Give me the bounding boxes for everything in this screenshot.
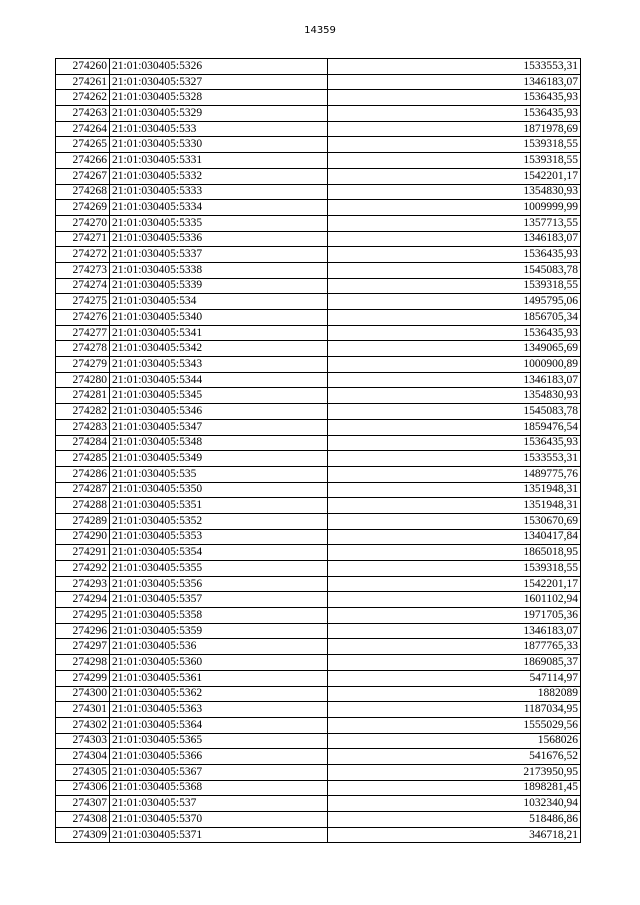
cadastral-number-cell: 21:01:030405:5358 — [110, 608, 328, 624]
value-cell: 1530670,69 — [328, 513, 581, 529]
table-row — [56, 764, 581, 780]
row-number-cell: 274276 — [56, 310, 110, 326]
cadastral-number-cell: 21:01:030405:5350 — [110, 482, 328, 498]
cadastral-number-cell: 21:01:030405:5342 — [110, 341, 328, 357]
table-row — [56, 153, 581, 169]
value-cell: 1351948,31 — [328, 498, 581, 514]
cadastral-number-cell: 21:01:030405:5361 — [110, 670, 328, 686]
table-row — [56, 262, 581, 278]
row-number-cell: 274303 — [56, 733, 110, 749]
value-cell: 1539318,55 — [328, 153, 581, 169]
page-number: 14359 — [304, 25, 336, 36]
row-number-cell: 274282 — [56, 404, 110, 420]
table-row — [56, 827, 581, 843]
cadastral-number-cell: 21:01:030405:5368 — [110, 780, 328, 796]
value-cell: 1346183,07 — [328, 372, 581, 388]
value-cell: 1340417,84 — [328, 529, 581, 545]
row-number-cell: 274308 — [56, 812, 110, 828]
table-row — [56, 74, 581, 90]
value-cell: 1856705,34 — [328, 310, 581, 326]
row-number-cell: 274270 — [56, 215, 110, 231]
row-number-cell: 274273 — [56, 262, 110, 278]
table-row — [56, 466, 581, 482]
value-cell: 1357713,55 — [328, 215, 581, 231]
cadastral-number-cell: 21:01:030405:536 — [110, 639, 328, 655]
value-cell: 1568026 — [328, 733, 581, 749]
cadastral-number-cell: 21:01:030405:5364 — [110, 717, 328, 733]
cadastral-number-cell: 21:01:030405:5328 — [110, 90, 328, 106]
table-row — [56, 812, 581, 828]
value-cell: 518486,86 — [328, 812, 581, 828]
row-number-cell: 274284 — [56, 435, 110, 451]
row-number-cell: 274302 — [56, 717, 110, 733]
row-number-cell: 274297 — [56, 639, 110, 655]
cadastral-number-cell: 21:01:030405:5367 — [110, 764, 328, 780]
table-row — [56, 325, 581, 341]
cadastral-number-cell: 21:01:030405:5341 — [110, 325, 328, 341]
table-row — [56, 278, 581, 294]
row-number-cell: 274298 — [56, 655, 110, 671]
cadastral-number-cell: 21:01:030405:5351 — [110, 498, 328, 514]
table-row — [56, 608, 581, 624]
value-cell: 1601102,94 — [328, 592, 581, 608]
cadastral-number-cell: 21:01:030405:533 — [110, 121, 328, 137]
registry-table — [55, 58, 581, 843]
cadastral-number-cell: 21:01:030405:5353 — [110, 529, 328, 545]
table-row — [56, 686, 581, 702]
row-number-cell: 274279 — [56, 357, 110, 373]
cadastral-number-cell: 21:01:030405:5343 — [110, 357, 328, 373]
value-cell: 1882089 — [328, 686, 581, 702]
table-row — [56, 545, 581, 561]
cadastral-number-cell: 21:01:030405:5339 — [110, 278, 328, 294]
cadastral-number-cell: 21:01:030405:5349 — [110, 451, 328, 467]
table-row — [56, 796, 581, 812]
cadastral-number-cell: 21:01:030405:537 — [110, 796, 328, 812]
table-row — [56, 215, 581, 231]
table-row — [56, 529, 581, 545]
row-number-cell: 274274 — [56, 278, 110, 294]
row-number-cell: 274275 — [56, 294, 110, 310]
cadastral-number-cell: 21:01:030405:5370 — [110, 812, 328, 828]
row-number-cell: 274285 — [56, 451, 110, 467]
value-cell: 1898281,45 — [328, 780, 581, 796]
row-number-cell: 274269 — [56, 200, 110, 216]
value-cell: 1859476,54 — [328, 419, 581, 435]
cadastral-number-cell: 21:01:030405:5347 — [110, 419, 328, 435]
table-row — [56, 592, 581, 608]
table-row — [56, 780, 581, 796]
table-row — [56, 357, 581, 373]
row-number-cell: 274265 — [56, 137, 110, 153]
value-cell: 1489775,76 — [328, 466, 581, 482]
table-row — [56, 498, 581, 514]
row-number-cell: 274278 — [56, 341, 110, 357]
table-row — [56, 749, 581, 765]
row-number-cell: 274283 — [56, 419, 110, 435]
value-cell: 541676,52 — [328, 749, 581, 765]
cadastral-number-cell: 21:01:030405:5338 — [110, 262, 328, 278]
cadastral-number-cell: 21:01:030405:5327 — [110, 74, 328, 90]
cadastral-number-cell: 21:01:030405:5354 — [110, 545, 328, 561]
row-number-cell: 274296 — [56, 623, 110, 639]
cadastral-number-cell: 21:01:030405:5362 — [110, 686, 328, 702]
row-number-cell: 274289 — [56, 513, 110, 529]
table-row — [56, 247, 581, 263]
table-row — [56, 435, 581, 451]
value-cell: 1877765,33 — [328, 639, 581, 655]
cadastral-number-cell: 21:01:030405:5365 — [110, 733, 328, 749]
row-number-cell: 274286 — [56, 466, 110, 482]
table-row — [56, 310, 581, 326]
value-cell: 1032340,94 — [328, 796, 581, 812]
row-number-cell: 274277 — [56, 325, 110, 341]
value-cell: 1009999,99 — [328, 200, 581, 216]
table-row — [56, 294, 581, 310]
value-cell: 1187034,95 — [328, 702, 581, 718]
cadastral-number-cell: 21:01:030405:534 — [110, 294, 328, 310]
value-cell: 1539318,55 — [328, 561, 581, 577]
value-cell: 1346183,07 — [328, 231, 581, 247]
cadastral-number-cell: 21:01:030405:5336 — [110, 231, 328, 247]
table-row — [56, 184, 581, 200]
value-cell: 1000900,89 — [328, 357, 581, 373]
cadastral-number-cell: 21:01:030405:5331 — [110, 153, 328, 169]
table-row — [56, 121, 581, 137]
value-cell: 1542201,17 — [328, 168, 581, 184]
table-row — [56, 639, 581, 655]
row-number-cell: 274267 — [56, 168, 110, 184]
row-number-cell: 274281 — [56, 388, 110, 404]
value-cell: 1865018,95 — [328, 545, 581, 561]
table-row — [56, 561, 581, 577]
table-row — [56, 733, 581, 749]
table-row — [56, 419, 581, 435]
row-number-cell: 274294 — [56, 592, 110, 608]
value-cell: 1536435,93 — [328, 90, 581, 106]
value-cell: 1539318,55 — [328, 278, 581, 294]
row-number-cell: 274272 — [56, 247, 110, 263]
cadastral-number-cell: 21:01:030405:5348 — [110, 435, 328, 451]
row-number-cell: 274307 — [56, 796, 110, 812]
cadastral-number-cell: 21:01:030405:5357 — [110, 592, 328, 608]
registry-table-body — [56, 59, 581, 843]
row-number-cell: 274260 — [56, 59, 110, 75]
row-number-cell: 274261 — [56, 74, 110, 90]
row-number-cell: 274293 — [56, 576, 110, 592]
table-row — [56, 200, 581, 216]
table-row — [56, 670, 581, 686]
cadastral-number-cell: 21:01:030405:5371 — [110, 827, 328, 843]
table-row — [56, 59, 581, 75]
value-cell: 346718,21 — [328, 827, 581, 843]
row-number-cell: 274271 — [56, 231, 110, 247]
row-number-cell: 274287 — [56, 482, 110, 498]
cadastral-number-cell: 21:01:030405:5344 — [110, 372, 328, 388]
cadastral-number-cell: 21:01:030405:5352 — [110, 513, 328, 529]
table-row — [56, 655, 581, 671]
value-cell: 1555029,56 — [328, 717, 581, 733]
table-row — [56, 231, 581, 247]
row-number-cell: 274300 — [56, 686, 110, 702]
cadastral-number-cell: 21:01:030405:5326 — [110, 59, 328, 75]
cadastral-number-cell: 21:01:030405:5334 — [110, 200, 328, 216]
row-number-cell: 274262 — [56, 90, 110, 106]
cadastral-number-cell: 21:01:030405:5356 — [110, 576, 328, 592]
value-cell: 1495795,06 — [328, 294, 581, 310]
value-cell: 1536435,93 — [328, 325, 581, 341]
table-row — [56, 137, 581, 153]
value-cell: 1536435,93 — [328, 106, 581, 122]
value-cell: 547114,97 — [328, 670, 581, 686]
row-number-cell: 274288 — [56, 498, 110, 514]
row-number-cell: 274266 — [56, 153, 110, 169]
table-row — [56, 388, 581, 404]
row-number-cell: 274301 — [56, 702, 110, 718]
table-row — [56, 451, 581, 467]
table-row — [56, 106, 581, 122]
value-cell: 1354830,93 — [328, 184, 581, 200]
value-cell: 1545083,78 — [328, 262, 581, 278]
table-row — [56, 168, 581, 184]
row-number-cell: 274280 — [56, 372, 110, 388]
row-number-cell: 274291 — [56, 545, 110, 561]
row-number-cell: 274295 — [56, 608, 110, 624]
row-number-cell: 274304 — [56, 749, 110, 765]
table-row — [56, 482, 581, 498]
row-number-cell: 274264 — [56, 121, 110, 137]
value-cell: 1545083,78 — [328, 404, 581, 420]
value-cell: 1349065,69 — [328, 341, 581, 357]
table-row — [56, 372, 581, 388]
cadastral-number-cell: 21:01:030405:535 — [110, 466, 328, 482]
value-cell: 1533553,31 — [328, 59, 581, 75]
row-number-cell: 274309 — [56, 827, 110, 843]
row-number-cell: 274263 — [56, 106, 110, 122]
table-row — [56, 341, 581, 357]
value-cell: 1346183,07 — [328, 623, 581, 639]
cadastral-number-cell: 21:01:030405:5359 — [110, 623, 328, 639]
cadastral-number-cell: 21:01:030405:5346 — [110, 404, 328, 420]
row-number-cell: 274299 — [56, 670, 110, 686]
row-number-cell: 274306 — [56, 780, 110, 796]
table-row — [56, 702, 581, 718]
cadastral-number-cell: 21:01:030405:5366 — [110, 749, 328, 765]
cadastral-number-cell: 21:01:030405:5360 — [110, 655, 328, 671]
value-cell: 1533553,31 — [328, 451, 581, 467]
value-cell: 2173950,95 — [328, 764, 581, 780]
cadastral-number-cell: 21:01:030405:5345 — [110, 388, 328, 404]
value-cell: 1539318,55 — [328, 137, 581, 153]
table-row — [56, 404, 581, 420]
row-number-cell: 274268 — [56, 184, 110, 200]
cadastral-number-cell: 21:01:030405:5332 — [110, 168, 328, 184]
table-row — [56, 717, 581, 733]
row-number-cell: 274290 — [56, 529, 110, 545]
value-cell: 1346183,07 — [328, 74, 581, 90]
cadastral-number-cell: 21:01:030405:5337 — [110, 247, 328, 263]
value-cell: 1536435,93 — [328, 435, 581, 451]
value-cell: 1542201,17 — [328, 576, 581, 592]
cadastral-number-cell: 21:01:030405:5363 — [110, 702, 328, 718]
row-number-cell: 274305 — [56, 764, 110, 780]
table-row — [56, 623, 581, 639]
value-cell: 1354830,93 — [328, 388, 581, 404]
cadastral-number-cell: 21:01:030405:5335 — [110, 215, 328, 231]
value-cell: 1869085,37 — [328, 655, 581, 671]
table-row — [56, 90, 581, 106]
table-row — [56, 513, 581, 529]
value-cell: 1351948,31 — [328, 482, 581, 498]
value-cell: 1536435,93 — [328, 247, 581, 263]
cadastral-number-cell: 21:01:030405:5340 — [110, 310, 328, 326]
value-cell: 1971705,36 — [328, 608, 581, 624]
cadastral-number-cell: 21:01:030405:5333 — [110, 184, 328, 200]
cadastral-number-cell: 21:01:030405:5329 — [110, 106, 328, 122]
cadastral-number-cell: 21:01:030405:5355 — [110, 561, 328, 577]
table-row — [56, 576, 581, 592]
value-cell: 1871978,69 — [328, 121, 581, 137]
row-number-cell: 274292 — [56, 561, 110, 577]
cadastral-number-cell: 21:01:030405:5330 — [110, 137, 328, 153]
